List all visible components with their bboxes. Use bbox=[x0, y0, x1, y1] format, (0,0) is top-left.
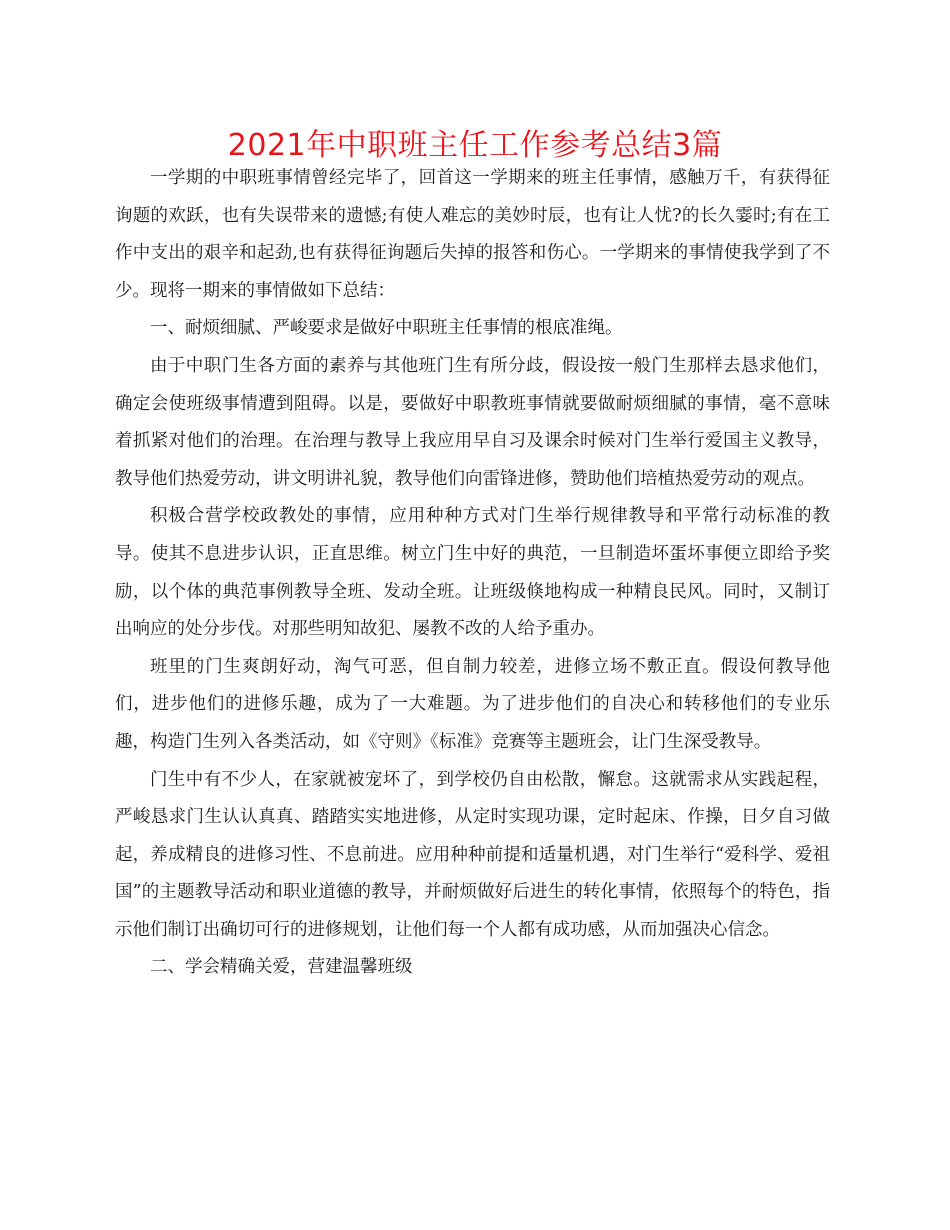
section-heading-2: 二、学会精确关爱，营建温馨班级 bbox=[150, 957, 413, 978]
section-heading-1: 一、耐烦细腻、严峻要求是做好中职班主任事情的根底准绳。 bbox=[150, 318, 623, 339]
paragraph: 门生中有不少人，在家就被宠坏了，到学校仍自由松散，懈怠。这就需求从实践起程，严峻恳求门生认认真真、踏踏实实地进修，从定时实现功课，定时起床、作操，日夕自习做起，养成精良的进修习性、不息前进。应用种种前提和适量机遇，对门生举行“爱科学、爱祖国”的主题教导活动和职业道德的教导，并耐烦做好后进生的转化事情，依照每个的特色，指示他们制订出确切可行的进修规划，让他们每一个人都有成功感，从而加强决心信念。 bbox=[115, 769, 830, 940]
paragraph: 班里的门生爽朗好动，淘气可恶，但自制力较差，进修立场不敷正直。假设何教导他们，进步他们的进修乐趣，成为了一大难题。为了进步他们的自决心和转移他们的专业乐趣，构造门生列入各类活动，如《守则》《标准》竞赛等主题班会，让门生深受教导。 bbox=[115, 656, 830, 752]
document-body bbox=[115, 160, 830, 987]
document-title: 2021年中职班主任工作参考总结3篇 bbox=[227, 128, 723, 163]
paragraph-intro: 一学期的中职班事情曾经完毕了，回首这一学期来的班主任事情，感触万千，有获得征询题的欢跃，也有失误带来的遗憾;有使人难忘的美妙时辰，也有让人忧?的长久霎时;有在工作中支出的艰辛和起劲,也有获得征询题后失掉的报答和伤心。一学期来的事情使我学到了不少。现将一期来的事情做如下总结： bbox=[115, 168, 830, 301]
paragraph: 由于中职门生各方面的素养与其他班门生有所分歧，假设按一般门生那样去恳求他们，确定会使班级事情遭到阻碍。以是，要做好中职教班事情就要做耐烦细腻的事情，毫不意味着抓紧对他们的治理。在治理与教导上我应用早自习及课余时候对门生举行爱国主义教导，教导他们热爱劳动，讲文明讲礼貌，教导他们向雷锋进修，赞助他们培植热爱劳动的观点。 bbox=[115, 355, 830, 489]
paragraph: 积极合营学校政教处的事情，应用种种方式对门生举行规律教导和平常行动标准的教导。使其不息进步认识，正直思维。树立门生中好的典范，一旦制造坏蛋坏事便立即给予奖励，以个体的典范事例教导全班、发动全班。让班级倏地构成一种精良民风。同时，又制订出响应的处分步伐。对那些明知故犯、屡教不改的人给予重办。 bbox=[115, 506, 830, 640]
